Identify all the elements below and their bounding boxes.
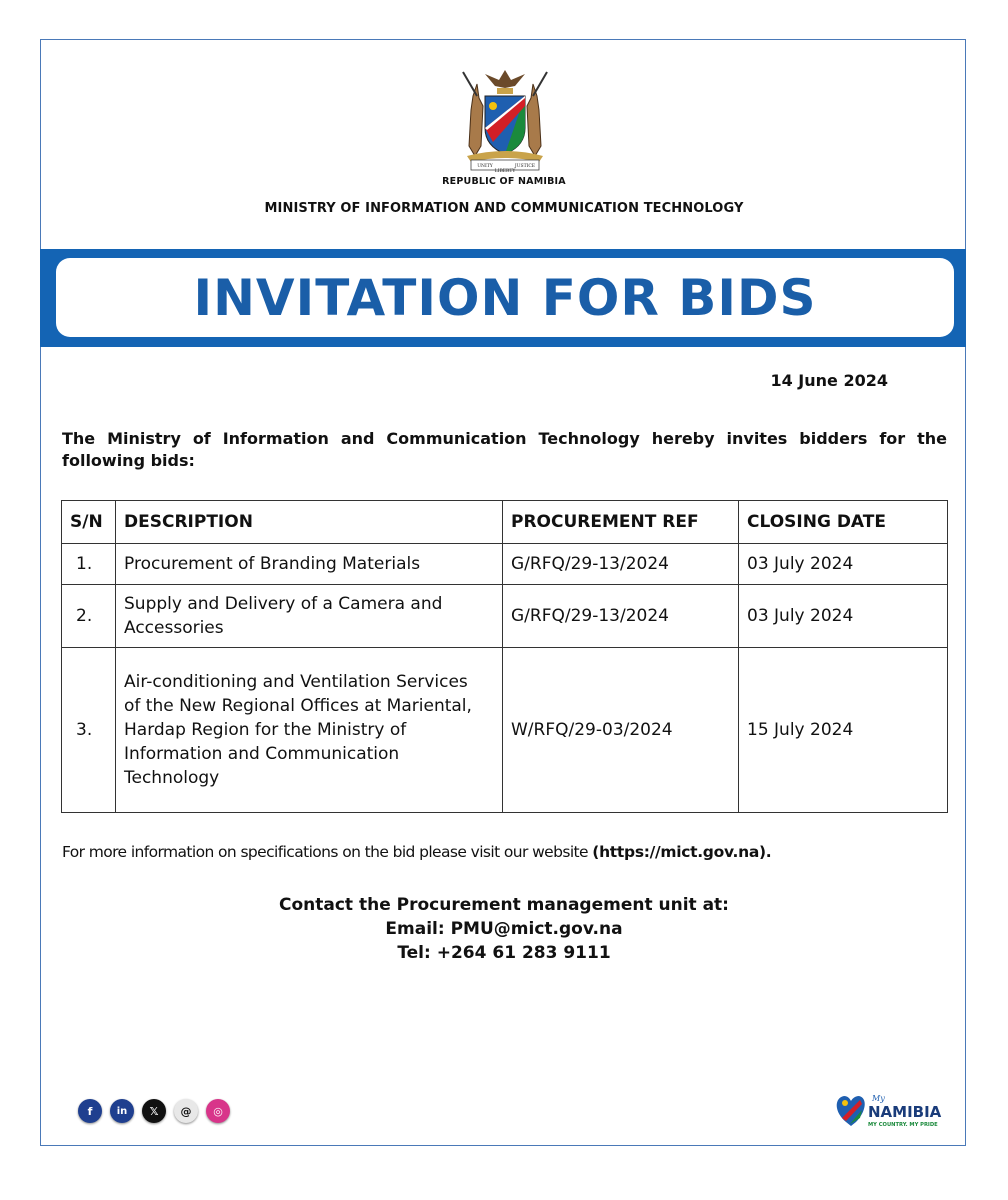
contact-block: [0, 893, 1008, 965]
cell-procurement-ref: W/RFQ/29-03/2024: [503, 648, 739, 813]
cell-sn: 3.: [62, 648, 116, 813]
logo-tagline: MY COUNTRY. MY PRIDE: [868, 1122, 938, 1128]
threads-icon[interactable]: @: [174, 1099, 198, 1123]
crest-motto-left: UNITY: [477, 164, 493, 169]
header-description: DESCRIPTION: [116, 501, 503, 544]
crest-motto-bottom: LIBERTY: [494, 169, 516, 174]
table-header-row: [62, 501, 948, 544]
title-banner: [40, 249, 966, 347]
coat-of-arms-icon: [455, 66, 555, 174]
social-icons: [78, 1099, 230, 1123]
cell-closing-date: 03 July 2024: [739, 544, 948, 585]
cell-closing-date: 03 July 2024: [739, 585, 948, 648]
cell-sn: 1.: [62, 544, 116, 585]
notice-intro: The Ministry of Information and Communication Technology hereby invites bidders for the following bids:: [62, 429, 947, 470]
table-row: [62, 544, 948, 585]
contact-heading: Contact the Procurement management unit at:: [279, 895, 729, 915]
contact-tel: Tel: +264 61 283 9111: [397, 943, 611, 963]
bids-table: [61, 500, 948, 813]
cell-description: Air-conditioning and Ventilation Services of the New Regional Offices at Mariental, Hardap Region for the Ministry of Information and Communication Technology: [116, 648, 503, 813]
table-row: [62, 585, 948, 648]
contact-email[interactable]: Email: PMU@mict.gov.na: [385, 919, 623, 939]
cell-procurement-ref: G/RFQ/29-13/2024: [503, 585, 739, 648]
more-info-text: [62, 843, 952, 861]
instagram-icon[interactable]: ◎: [206, 1099, 230, 1123]
header-procurement-ref: PROCUREMENT REF: [503, 501, 739, 544]
crest-motto-right: JUSTICE: [514, 164, 536, 169]
logo-my: My: [872, 1094, 885, 1103]
logo-namibia: NAMIBIA: [868, 1103, 942, 1121]
title-banner-inner: [56, 258, 954, 337]
header-closing-date: CLOSING DATE: [739, 501, 948, 544]
more-info-label: For more information on specifications on the bid please visit our website: [62, 843, 593, 861]
cell-closing-date: 15 July 2024: [739, 648, 948, 813]
x-icon[interactable]: 𝕏: [142, 1099, 166, 1123]
republic-label: REPUBLIC OF NAMIBIA: [442, 176, 566, 187]
facebook-icon[interactable]: f: [78, 1099, 102, 1123]
page-title: INVITATION FOR BIDS: [193, 268, 817, 327]
cell-sn: 2.: [62, 585, 116, 648]
table-row: [62, 648, 948, 813]
linkedin-icon[interactable]: in: [110, 1099, 134, 1123]
cell-procurement-ref: G/RFQ/29-13/2024: [503, 544, 739, 585]
cell-description: Procurement of Branding Materials: [116, 544, 503, 585]
ministry-name: MINISTRY OF INFORMATION AND COMMUNICATION TECHNOLOGY: [264, 201, 744, 216]
website-link[interactable]: (https://mict.gov.na).: [592, 843, 772, 861]
cell-description: Supply and Delivery of a Camera and Accessories: [116, 585, 503, 648]
header-sn: S/N: [62, 501, 116, 544]
notice-date: 14 June 2024: [770, 371, 888, 390]
my-namibia-logo: [832, 1088, 947, 1132]
